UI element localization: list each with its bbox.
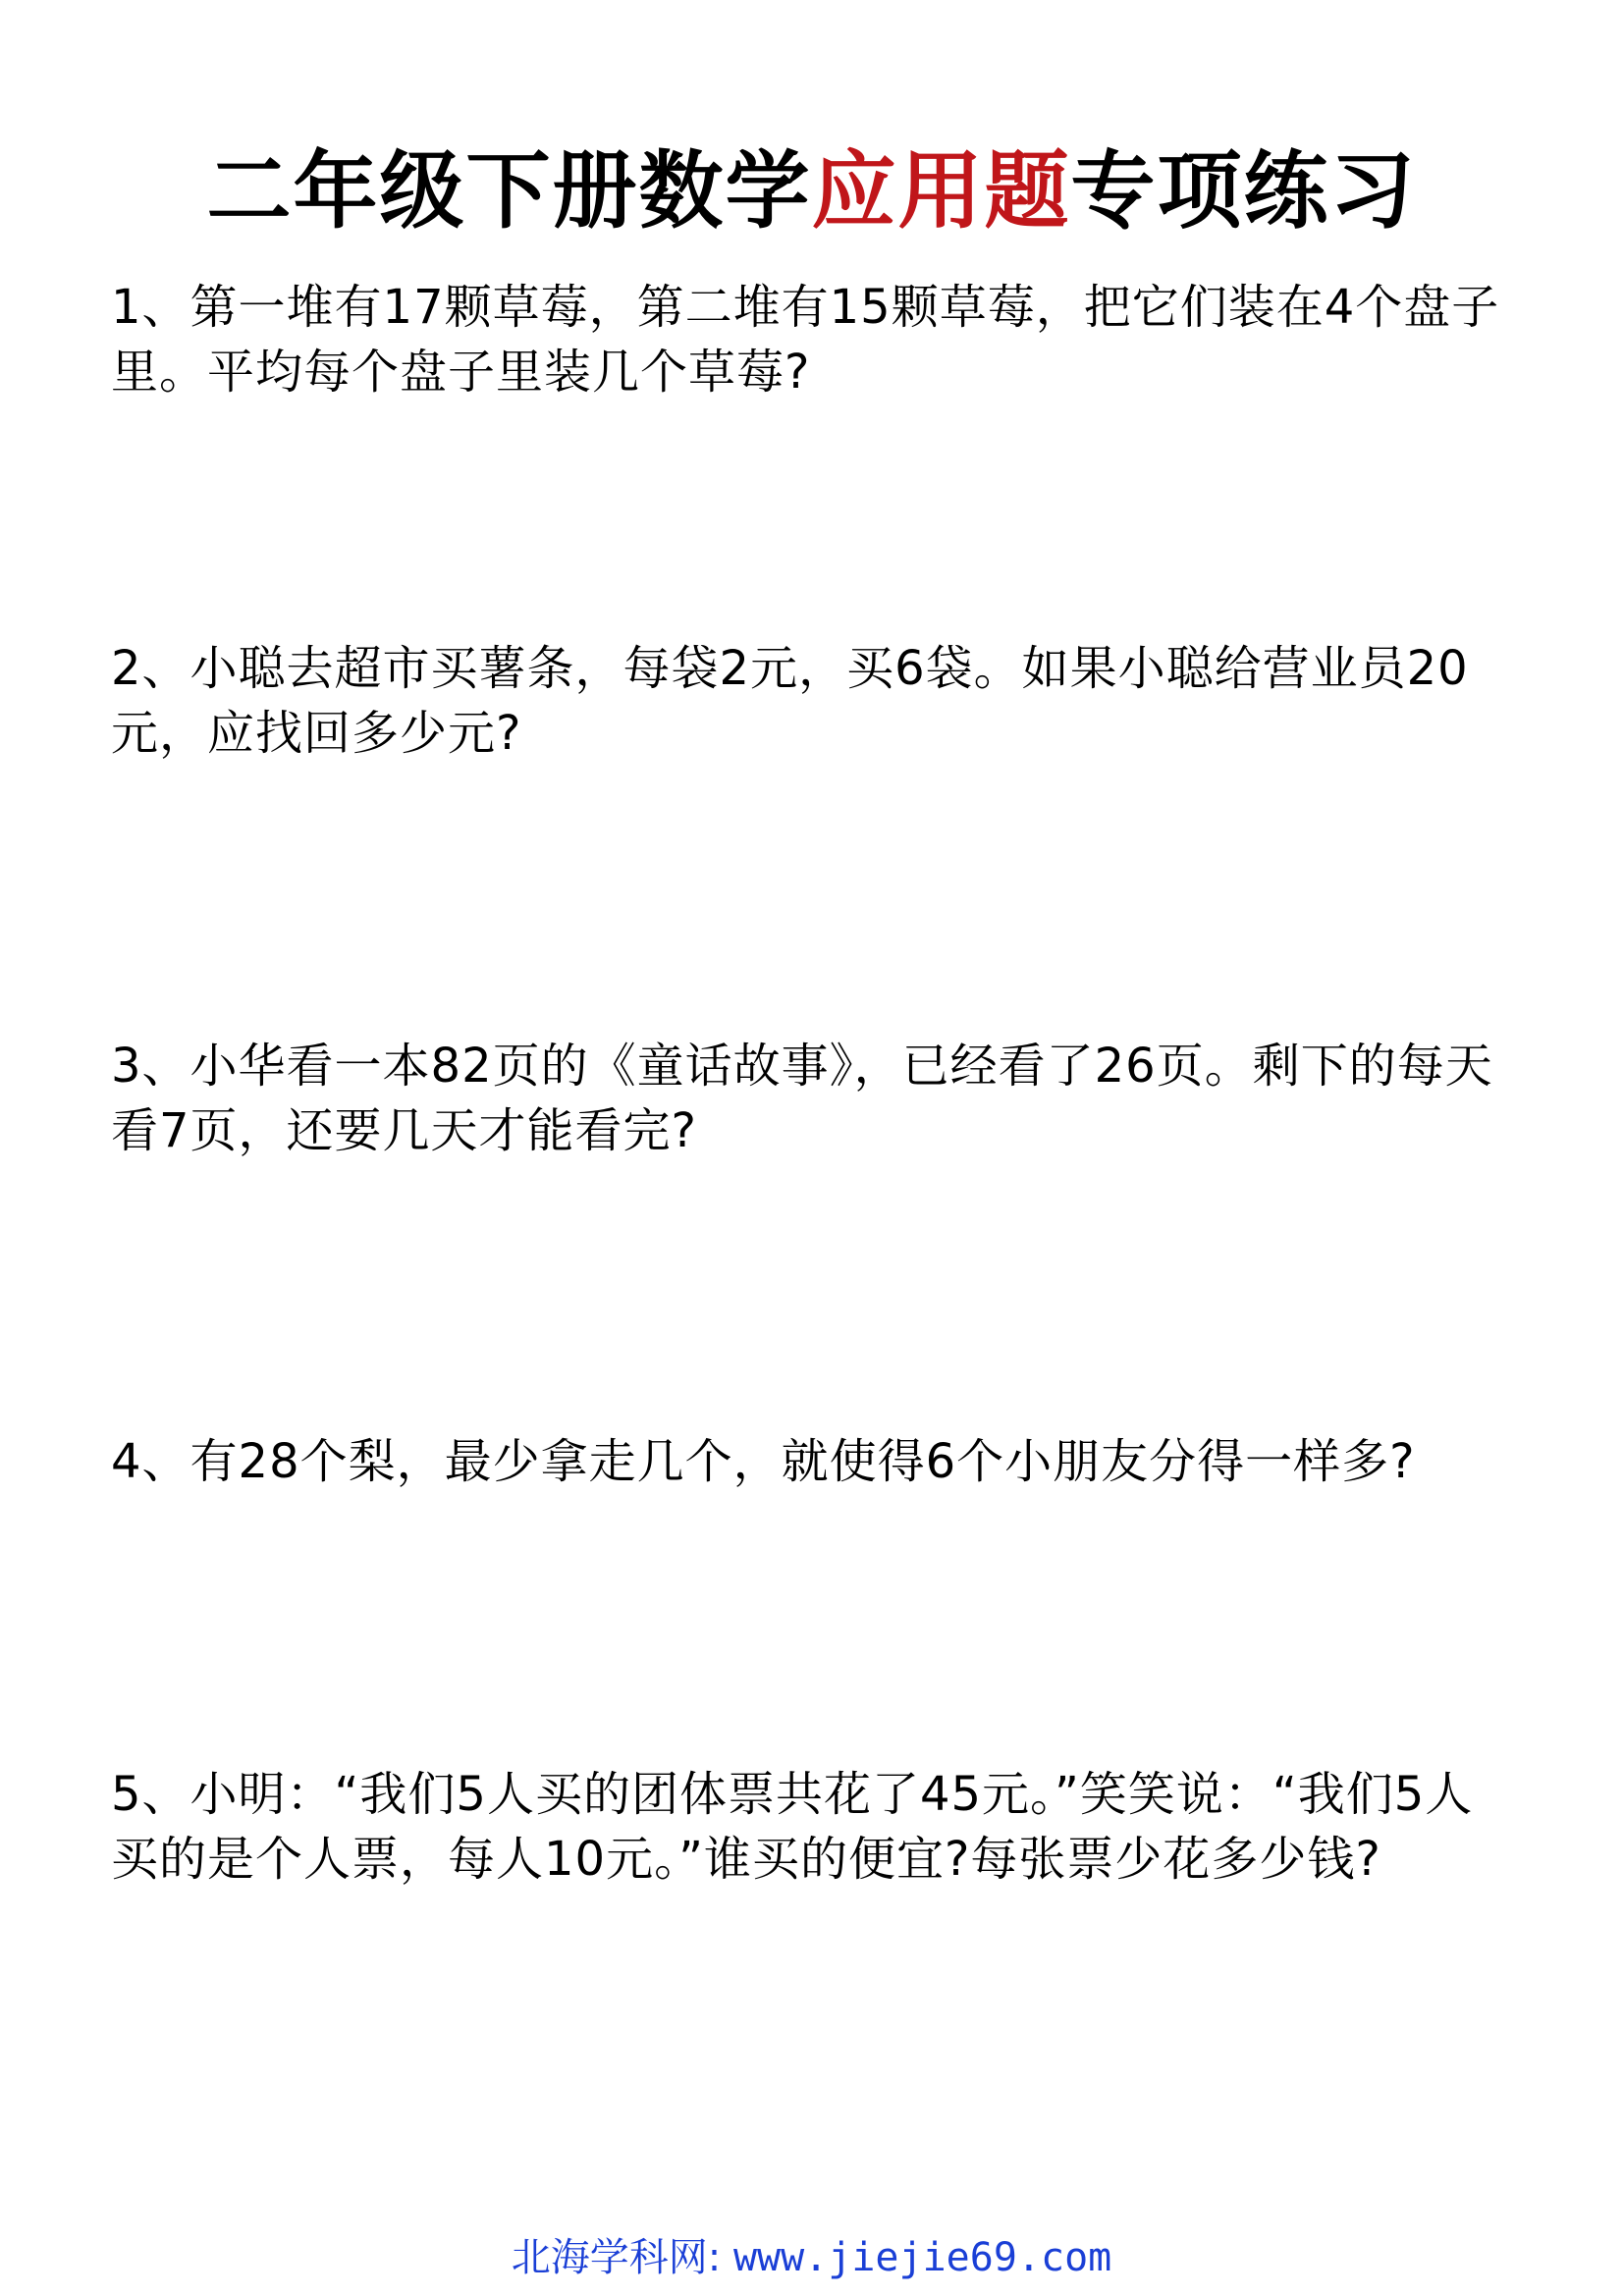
title-highlight: 应用题 — [811, 142, 1071, 240]
title-part-1: 二年级下册数学 — [206, 142, 812, 240]
question-2: 2、小聪去超市买薯条，每袋2元，买6袋。如果小聪给营业员20元，应找回多少元? — [111, 641, 1469, 761]
question-3: 3、小华看一本82页的《童话故事》，已经看了26页。剩下的每天看7页，还要几天才能看完? — [111, 1039, 1493, 1158]
footer-site-name: 北海学科网: — [511, 2235, 733, 2280]
question-4: 4、有28个梨，最少拿走几个，就使得6个小朋友分得一样多? — [111, 1434, 1416, 1489]
title-part-3: 专项练习 — [1070, 142, 1417, 240]
footer — [0, 2233, 1623, 2282]
footer-url[interactable]: www.jiejie69.com — [732, 2235, 1112, 2280]
question-5: 5、小明：“我们5人买的团体票共花了45元。”笑笑说：“我们5人买的是个人票，每人10元。”谁买的便宜?每张票少花多少钱? — [111, 1767, 1474, 1887]
question-1: 1、第一堆有17颗草莓，第二堆有15颗草莓，把它们装在4个盘子里。平均每个盘子里装几个草莓? — [111, 280, 1500, 400]
page-title — [0, 137, 1623, 245]
